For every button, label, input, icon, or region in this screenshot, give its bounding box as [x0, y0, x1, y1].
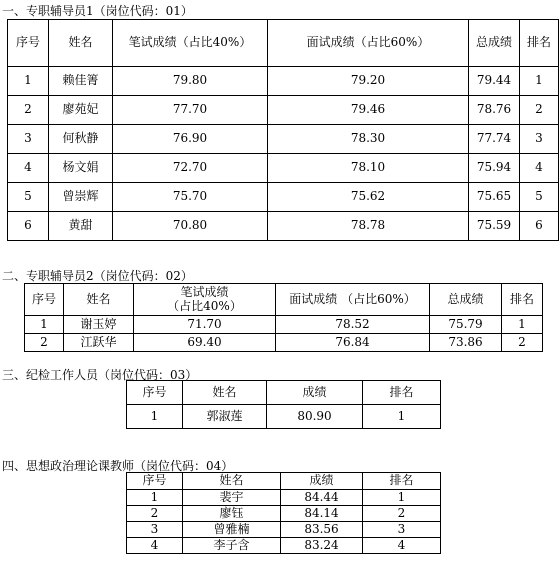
table-cell: 75.62 [268, 183, 469, 212]
table-row [8, 154, 559, 183]
table-cell: 6 [520, 212, 559, 241]
table-row [127, 506, 441, 522]
header-cell: 姓名 [64, 284, 134, 316]
table-cell: 谢玉婷 [64, 316, 134, 334]
table-cell: 裴宇 [183, 490, 281, 506]
header-cell: 序号 [8, 20, 49, 67]
table-cell: 3 [127, 522, 183, 538]
table-row [8, 125, 559, 154]
table-cell: 77.74 [469, 125, 520, 154]
table-cell: 2 [8, 96, 49, 125]
table-cell: 78.76 [469, 96, 520, 125]
table-row [127, 538, 441, 554]
table-cell: 5 [520, 183, 559, 212]
table-cell: 1 [363, 405, 441, 429]
table-cell: 杨文娟 [49, 154, 113, 183]
section-1-title: 一、专职辅导员1（岗位代码：01） [2, 4, 193, 18]
table-cell: 3 [8, 125, 49, 154]
header-cell [134, 284, 276, 316]
table-cell: 1 [25, 316, 64, 334]
section-2-table [24, 283, 543, 352]
header-cell: 成绩 [267, 381, 363, 405]
header-cell: 序号 [127, 381, 183, 405]
header-cell: 序号 [25, 284, 64, 316]
table-cell: 75.59 [469, 212, 520, 241]
table-cell: 78.30 [268, 125, 469, 154]
table-row [8, 96, 559, 125]
table-cell: 79.20 [268, 67, 469, 96]
section-4-title: 四、思想政治理论课教师（岗位代码：04） [2, 459, 234, 473]
section-4-table [126, 472, 441, 554]
table-cell: 1 [127, 490, 183, 506]
table-cell: 4 [127, 538, 183, 554]
header-cell: 姓名 [183, 381, 267, 405]
table-cell: 73.86 [430, 334, 502, 352]
table-cell: 江跃华 [64, 334, 134, 352]
header-cell: 笔试成绩（占比40%） [113, 20, 268, 67]
table-cell: 曾雅楠 [183, 522, 281, 538]
header-cell: 排名 [363, 473, 441, 490]
section-3-table [126, 380, 441, 429]
table-cell: 李子含 [183, 538, 281, 554]
header-line: 笔试成绩 [180, 284, 229, 299]
table-cell: 70.80 [113, 212, 268, 241]
table-header-row [127, 381, 441, 405]
table-cell: 1 [502, 316, 543, 334]
section-2-title: 二、专职辅导员2（岗位代码：02） [2, 269, 193, 283]
table-cell: 2 [520, 96, 559, 125]
table-cell: 1 [520, 67, 559, 96]
header-cell: 姓名 [183, 473, 281, 490]
table-cell: 3 [520, 125, 559, 154]
table-row [25, 334, 543, 352]
table-cell: 78.52 [276, 316, 430, 334]
table-row [127, 490, 441, 506]
table-cell: 1 [127, 405, 183, 429]
table-cell: 76.90 [113, 125, 268, 154]
section-1-table [7, 19, 559, 241]
table-cell: 1 [363, 490, 441, 506]
table-cell: 廖钰 [183, 506, 281, 522]
table-row [127, 405, 441, 429]
header-cell: 总成绩 [430, 284, 502, 316]
table-cell: 黄甜 [49, 212, 113, 241]
table-cell: 2 [25, 334, 64, 352]
header-cell: 排名 [502, 284, 543, 316]
header-cell: 面试成绩（占比60%） [268, 20, 469, 67]
table-cell: 76.84 [276, 334, 430, 352]
table-cell: 郭淑莲 [183, 405, 267, 429]
table-cell: 79.80 [113, 67, 268, 96]
header-cell: 序号 [127, 473, 183, 490]
table-cell: 4 [8, 154, 49, 183]
table-cell: 71.70 [134, 316, 276, 334]
table-row [127, 522, 441, 538]
table-header-row [127, 473, 441, 490]
table-row [8, 67, 559, 96]
table-header-row [8, 20, 559, 67]
table-cell: 廖苑妃 [49, 96, 113, 125]
header-cell: 成绩 [281, 473, 363, 490]
table-cell: 83.24 [281, 538, 363, 554]
table-cell: 69.40 [134, 334, 276, 352]
table-cell: 78.10 [268, 154, 469, 183]
table-cell: 83.56 [281, 522, 363, 538]
table-row [25, 316, 543, 334]
section-3-title: 三、纪检工作人员（岗位代码：03） [2, 368, 198, 382]
table-cell: 75.70 [113, 183, 268, 212]
table-cell: 5 [8, 183, 49, 212]
header-cell: 姓名 [49, 20, 113, 67]
table-cell: 2 [363, 506, 441, 522]
table-cell: 78.78 [268, 212, 469, 241]
table-cell: 何秋静 [49, 125, 113, 154]
header-cell: 排名 [520, 20, 559, 67]
table-row [8, 212, 559, 241]
table-cell: 3 [363, 522, 441, 538]
table-cell: 75.94 [469, 154, 520, 183]
header-cell: 总成绩 [469, 20, 520, 67]
table-cell: 4 [363, 538, 441, 554]
table-cell: 赖佳箐 [49, 67, 113, 96]
table-cell: 2 [502, 334, 543, 352]
header-cell: 面试成绩 （占比60%） [276, 284, 430, 316]
table-cell: 79.44 [469, 67, 520, 96]
table-cell: 72.70 [113, 154, 268, 183]
header-cell: 排名 [363, 381, 441, 405]
table-cell: 1 [8, 67, 49, 96]
table-cell: 84.44 [281, 490, 363, 506]
table-cell: 77.70 [113, 96, 268, 125]
table-cell: 80.90 [267, 405, 363, 429]
table-cell: 6 [8, 212, 49, 241]
table-header-row [25, 284, 543, 316]
table-cell: 75.79 [430, 316, 502, 334]
table-cell: 84.14 [281, 506, 363, 522]
table-cell: 79.46 [268, 96, 469, 125]
table-cell: 75.65 [469, 183, 520, 212]
table-cell: 4 [520, 154, 559, 183]
header-line: （占比40%） [167, 298, 242, 313]
table-cell: 2 [127, 506, 183, 522]
table-row [8, 183, 559, 212]
table-cell: 曾崇辉 [49, 183, 113, 212]
